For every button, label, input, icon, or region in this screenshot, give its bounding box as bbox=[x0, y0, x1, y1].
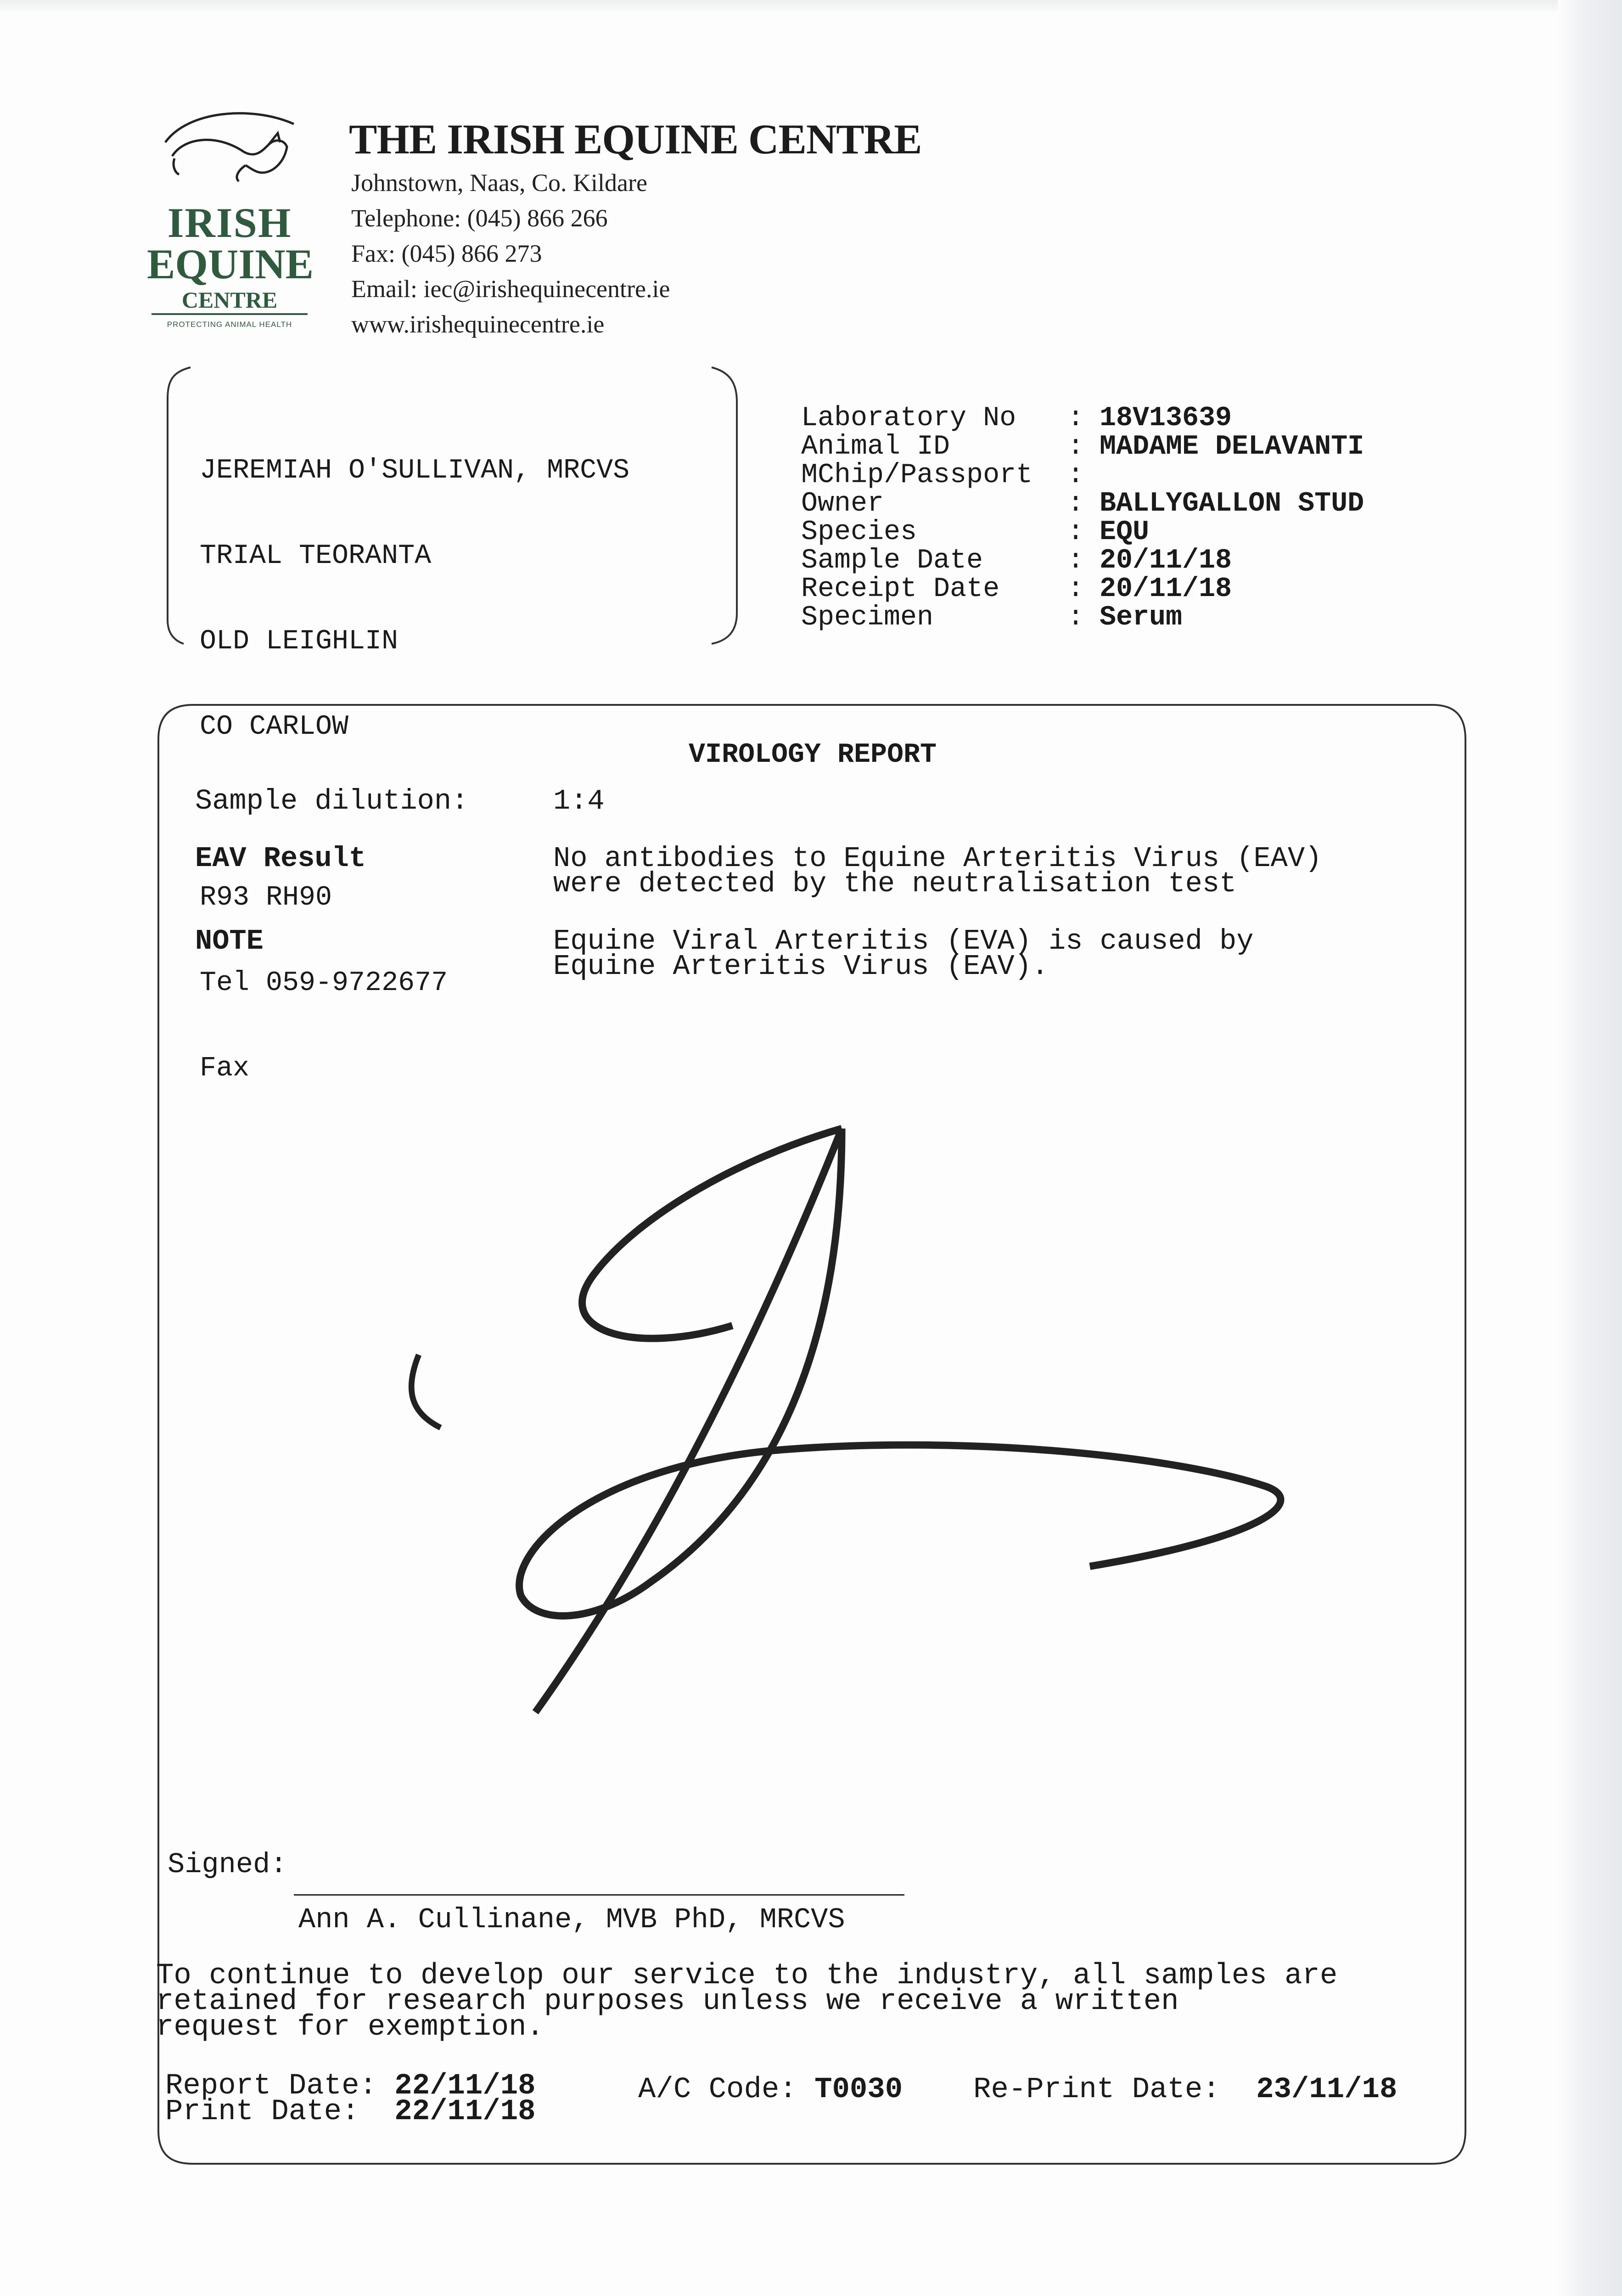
logo-text-irish: IRISH bbox=[167, 199, 292, 246]
recipient-tel: Tel 059-9722677 bbox=[200, 968, 448, 999]
lab-label: Animal ID bbox=[801, 431, 950, 462]
lab-colon: : bbox=[1067, 488, 1084, 519]
notice-line: To continue to develop our service to the industry, all samples are bbox=[156, 1959, 1338, 1992]
report-date-label: Report Date: bbox=[165, 2070, 377, 2103]
ac-code: T0030 bbox=[814, 2073, 903, 2106]
print-date: 22/11/18 bbox=[394, 2095, 536, 2128]
dilution-label: Sample dilution: bbox=[195, 785, 469, 817]
lab-value: Serum bbox=[1100, 602, 1183, 633]
lab-label: Specimen bbox=[801, 602, 934, 633]
lab-value: 20/11/18 bbox=[1100, 545, 1232, 576]
lab-colon: : bbox=[1067, 403, 1084, 434]
dilution-value: 1:4 bbox=[553, 785, 605, 817]
lab-label: Receipt Date bbox=[801, 574, 1000, 605]
org-address: Johnstown, Naas, Co. Kildare bbox=[351, 169, 647, 197]
recipient-postcode: R93 RH90 bbox=[200, 882, 332, 913]
lab-value: 18V13639 bbox=[1100, 403, 1232, 434]
lab-row bbox=[801, 490, 1364, 518]
org-email: Email: iec@irishequinecentre.ie bbox=[351, 275, 670, 303]
eav-label: EAV Result bbox=[195, 842, 366, 875]
reprint-row bbox=[973, 2073, 1397, 2106]
retention-notice bbox=[156, 1959, 1338, 2044]
signature-line bbox=[294, 1894, 904, 1896]
ac-code-label: A/C Code: bbox=[638, 2073, 797, 2106]
org-telephone: Telephone: (045) 866 266 bbox=[351, 204, 608, 232]
recipient-fax: Fax bbox=[200, 1053, 250, 1084]
logo-rule bbox=[152, 313, 308, 315]
lab-colon: : bbox=[1067, 517, 1084, 548]
lab-value: EQU bbox=[1100, 517, 1150, 548]
lab-label: MChip/Passport bbox=[801, 460, 1033, 491]
lab-row bbox=[801, 603, 1364, 632]
recipient-company: TRIAL TEORANTA bbox=[200, 540, 432, 572]
recipient-county: CO CARLOW bbox=[200, 711, 349, 743]
note-line1: Equine Viral Arteritis (EVA) is caused by bbox=[553, 925, 1254, 957]
lab-row bbox=[801, 518, 1364, 546]
lab-colon: : bbox=[1067, 574, 1084, 605]
lab-label: Laboratory No bbox=[801, 403, 1016, 434]
notice-line: request for exemption. bbox=[156, 2011, 544, 2044]
lab-colon: : bbox=[1067, 460, 1084, 491]
lab-row bbox=[801, 433, 1364, 461]
lab-value: MADAME DELAVANTI bbox=[1100, 431, 1364, 462]
org-name: THE IRISH EQUINE CENTRE bbox=[349, 116, 922, 163]
lab-colon: : bbox=[1067, 545, 1084, 576]
org-fax: Fax: (045) 866 273 bbox=[351, 240, 542, 267]
report-date: 22/11/18 bbox=[394, 2070, 536, 2103]
lab-colon: : bbox=[1067, 431, 1084, 462]
signed-label: Signed: bbox=[168, 1848, 287, 1881]
lab-colon: : bbox=[1067, 602, 1084, 633]
ac-code-row bbox=[638, 2073, 903, 2106]
recipient-name: JEREMIAH O'SULLIVAN, MRCVS bbox=[200, 455, 630, 486]
logo-text-equine: EQUINE bbox=[147, 241, 314, 287]
lab-info bbox=[801, 404, 1364, 632]
logo-text-centre: CENTRE bbox=[181, 287, 278, 313]
lab-value: BALLYGALLON STUD bbox=[1100, 488, 1364, 519]
note-line2: Equine Arteritis Virus (EAV). bbox=[553, 950, 1049, 983]
reprint-date: 23/11/18 bbox=[1256, 2073, 1398, 2106]
lab-label: Owner bbox=[801, 488, 884, 519]
eav-line2: were detected by the neutralisation test bbox=[553, 867, 1237, 900]
note-label: NOTE bbox=[195, 925, 264, 957]
print-date-label: Print Date: bbox=[165, 2095, 377, 2128]
lab-label: Sample Date bbox=[801, 545, 983, 576]
org-contact bbox=[351, 165, 670, 342]
print-date-row bbox=[165, 2095, 536, 2128]
scan-edge-right bbox=[1558, 0, 1622, 2296]
report-frame bbox=[156, 703, 1469, 2167]
org-website: www.irishequinecentre.ie bbox=[351, 310, 605, 338]
logo-tagline: PROTECTING ANIMAL HEALTH bbox=[167, 320, 292, 329]
lab-row bbox=[801, 546, 1364, 575]
notice-line: retained for research purposes unless we receive a written bbox=[156, 1985, 1179, 2018]
logo bbox=[147, 101, 312, 340]
handwritten-signature bbox=[156, 703, 1469, 2167]
scan-edge-top bbox=[0, 0, 1622, 14]
lab-row bbox=[801, 404, 1364, 433]
lab-row bbox=[801, 461, 1364, 490]
report-dates bbox=[165, 2070, 536, 2128]
signer-name: Ann A. Cullinane, MVB PhD, MRCVS bbox=[298, 1903, 845, 1936]
eav-line1: No antibodies to Equine Arteritis Virus (EAV) bbox=[553, 842, 1322, 875]
lab-row bbox=[801, 575, 1364, 603]
lab-value: 20/11/18 bbox=[1100, 574, 1232, 605]
report-title: VIROLOGY REPORT bbox=[688, 739, 937, 771]
lab-label: Species bbox=[801, 517, 917, 548]
reprint-label: Re-Print Date: bbox=[973, 2073, 1220, 2106]
recipient-town: OLD LEIGHLIN bbox=[200, 626, 398, 657]
